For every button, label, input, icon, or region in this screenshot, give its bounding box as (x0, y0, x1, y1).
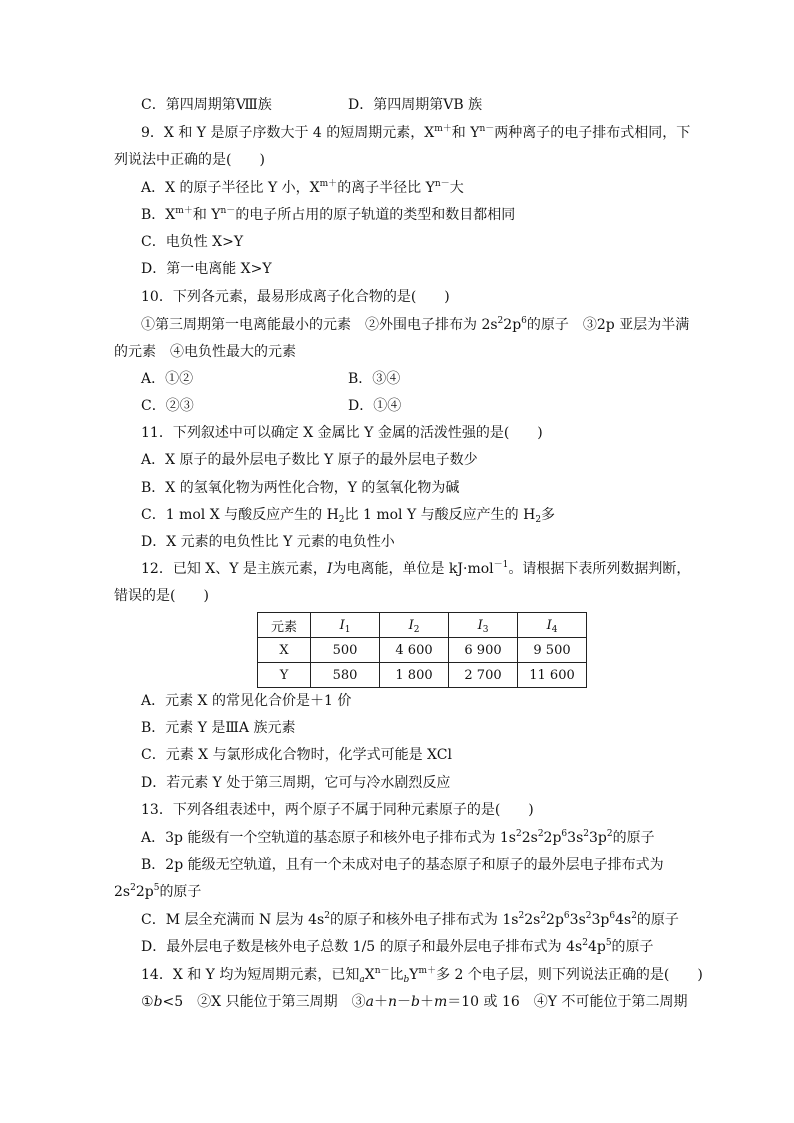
table-cell: 500 (311, 638, 380, 663)
q11-stem: 11．下列叙述中可以确定 X 金属比 Y 金属的活泼性强的是( ) (141, 425, 543, 441)
q9-stem-line2: 列说法中正确的是( ) (114, 152, 265, 168)
q9-option-b: B．$X^{m+}$和 $Y^{n-}$的电子所占用的原子轨道的类型和数目都相同 (141, 206, 516, 223)
q10-stem: 10．下列各元素，最易形成离子化合物的是( ) (141, 289, 450, 305)
q8-option-c: C．第四周期第Ⅷ族 (141, 97, 272, 113)
q13-option-d: D．最外层电子数是核外电子总数 1/5 的原子和最外层电子排布式为 $4s^24p^5$的原子 (141, 938, 654, 955)
table-cell: 11 600 (518, 663, 587, 688)
q12-option-d: D．若元素 Y 处于第三周期，它可与冷水剧烈反应 (141, 775, 451, 791)
table-cell: 9 500 (518, 638, 587, 663)
q11-option-b: B．X 的氢氧化物为两性化合物，Y 的氢氧化物为碱 (141, 480, 460, 496)
table-cell: 580 (311, 663, 380, 688)
q12-option-c: C．元素 X 与氯形成化合物时，化学式可能是 XCl (141, 747, 452, 763)
table-cell: 2 700 (449, 663, 518, 688)
q10-option-a: A．①② (141, 371, 194, 387)
q13-option-c: C．M 层全充满而 N 层为 $4s^2$的原子和核外电子排布式为 $1s^22s^22p^63s^23p^64s^2$的原子 (141, 911, 679, 928)
q13-option-b-line2: $2s^22p^5$的原子 (114, 883, 202, 900)
q12-option-a: A．元素 X 的常见化合价是＋1 价 (141, 693, 352, 709)
table-header-cell: $I_1$ (311, 613, 380, 638)
table-cell: 6 900 (449, 638, 518, 663)
q8-option-d: D．第四周期第ⅤB 族 (348, 97, 483, 113)
table-header-cell: 元素 (258, 613, 311, 638)
q10-description-line1: ①第三周期第一电离能最小的元素 ②外围电子排布为 $2s^22p^6$的原子 ③2p 亚层为半满 (141, 316, 690, 333)
q10-option-b: B．③④ (348, 371, 401, 387)
q9-option-d: D．第一电离能 X>Y (141, 261, 272, 277)
q11-option-a: A．X 原子的最外层电子数比 Y 原子的最外层电子数少 (141, 452, 478, 468)
q9-option-c: C．电负性 X>Y (141, 234, 244, 250)
table-row (258, 638, 587, 663)
q13-stem: 13．下列各组表述中，两个原子不属于同种元素原子的是( ) (141, 802, 534, 818)
table-header-cell: $I_4$ (518, 613, 587, 638)
q10-option-d: D．①④ (348, 398, 402, 414)
table-cell: 4 600 (380, 638, 449, 663)
q11-option-c: C．1 mol X 与酸反应产生的 $H_2$比 1 mol Y 与酸反应产生的 $H_2$多 (141, 507, 556, 525)
q10-option-c: C．②③ (141, 398, 194, 414)
q14-statements: ①b<5 ②X 只能位于第三周期 ③a＋n－b＋m＝10 或 16 ④Y 不可能位于第二周期 (141, 994, 688, 1010)
q12-option-b: B．元素 Y 是ⅢA 族元素 (141, 720, 296, 736)
table-cell: Y (258, 663, 311, 688)
table-header-cell: $I_2$ (380, 613, 449, 638)
q9-stem-line1: 9．X 和 Y 是原子序数大于 4 的短周期元素，$X^{m+}$和 $Y^{n-}$两种离子的电子排布式相同，下 (141, 124, 691, 141)
table-cell: 1 800 (380, 663, 449, 688)
q13-option-b-line1: B．2p 能级无空轨道，且有一个未成对电子的基态原子和原子的最外层电子排布式为 (141, 857, 664, 873)
q12-stem-line2: 错误的是( ) (114, 588, 209, 604)
q13-option-a: A．3p 能级有一个空轨道的基态原子和核外电子排布式为 $1s^22s^22p^63s^23p^2$的原子 (141, 829, 655, 846)
table-row (258, 663, 587, 688)
q11-option-d: D．X 元素的电负性比 Y 元素的电负性小 (141, 534, 395, 550)
q14-stem: 14．X 和 Y 均为短周期元素，已知$_aX^{n-}$比$_bY^{m+}$多 2 个电子层，则下列说法正确的是( ) (141, 966, 703, 985)
ionization-energy-table (257, 612, 587, 688)
q10-description-line2: 的元素 ④电负性最大的元素 (114, 344, 296, 360)
q12-stem-line1: 12．已知 X、Y 是主族元素，I为电离能，单位是 kJ·mol$^{-1}$。请根据下表所列数据判断， (141, 560, 691, 577)
q9-option-a: A．X 的原子半径比 Y 小，$X^{m+}$的离子半径比 $Y^{n-}$大 (141, 179, 464, 196)
table-header-row (258, 613, 587, 638)
table-header-cell: $I_3$ (449, 613, 518, 638)
table-cell: X (258, 638, 311, 663)
